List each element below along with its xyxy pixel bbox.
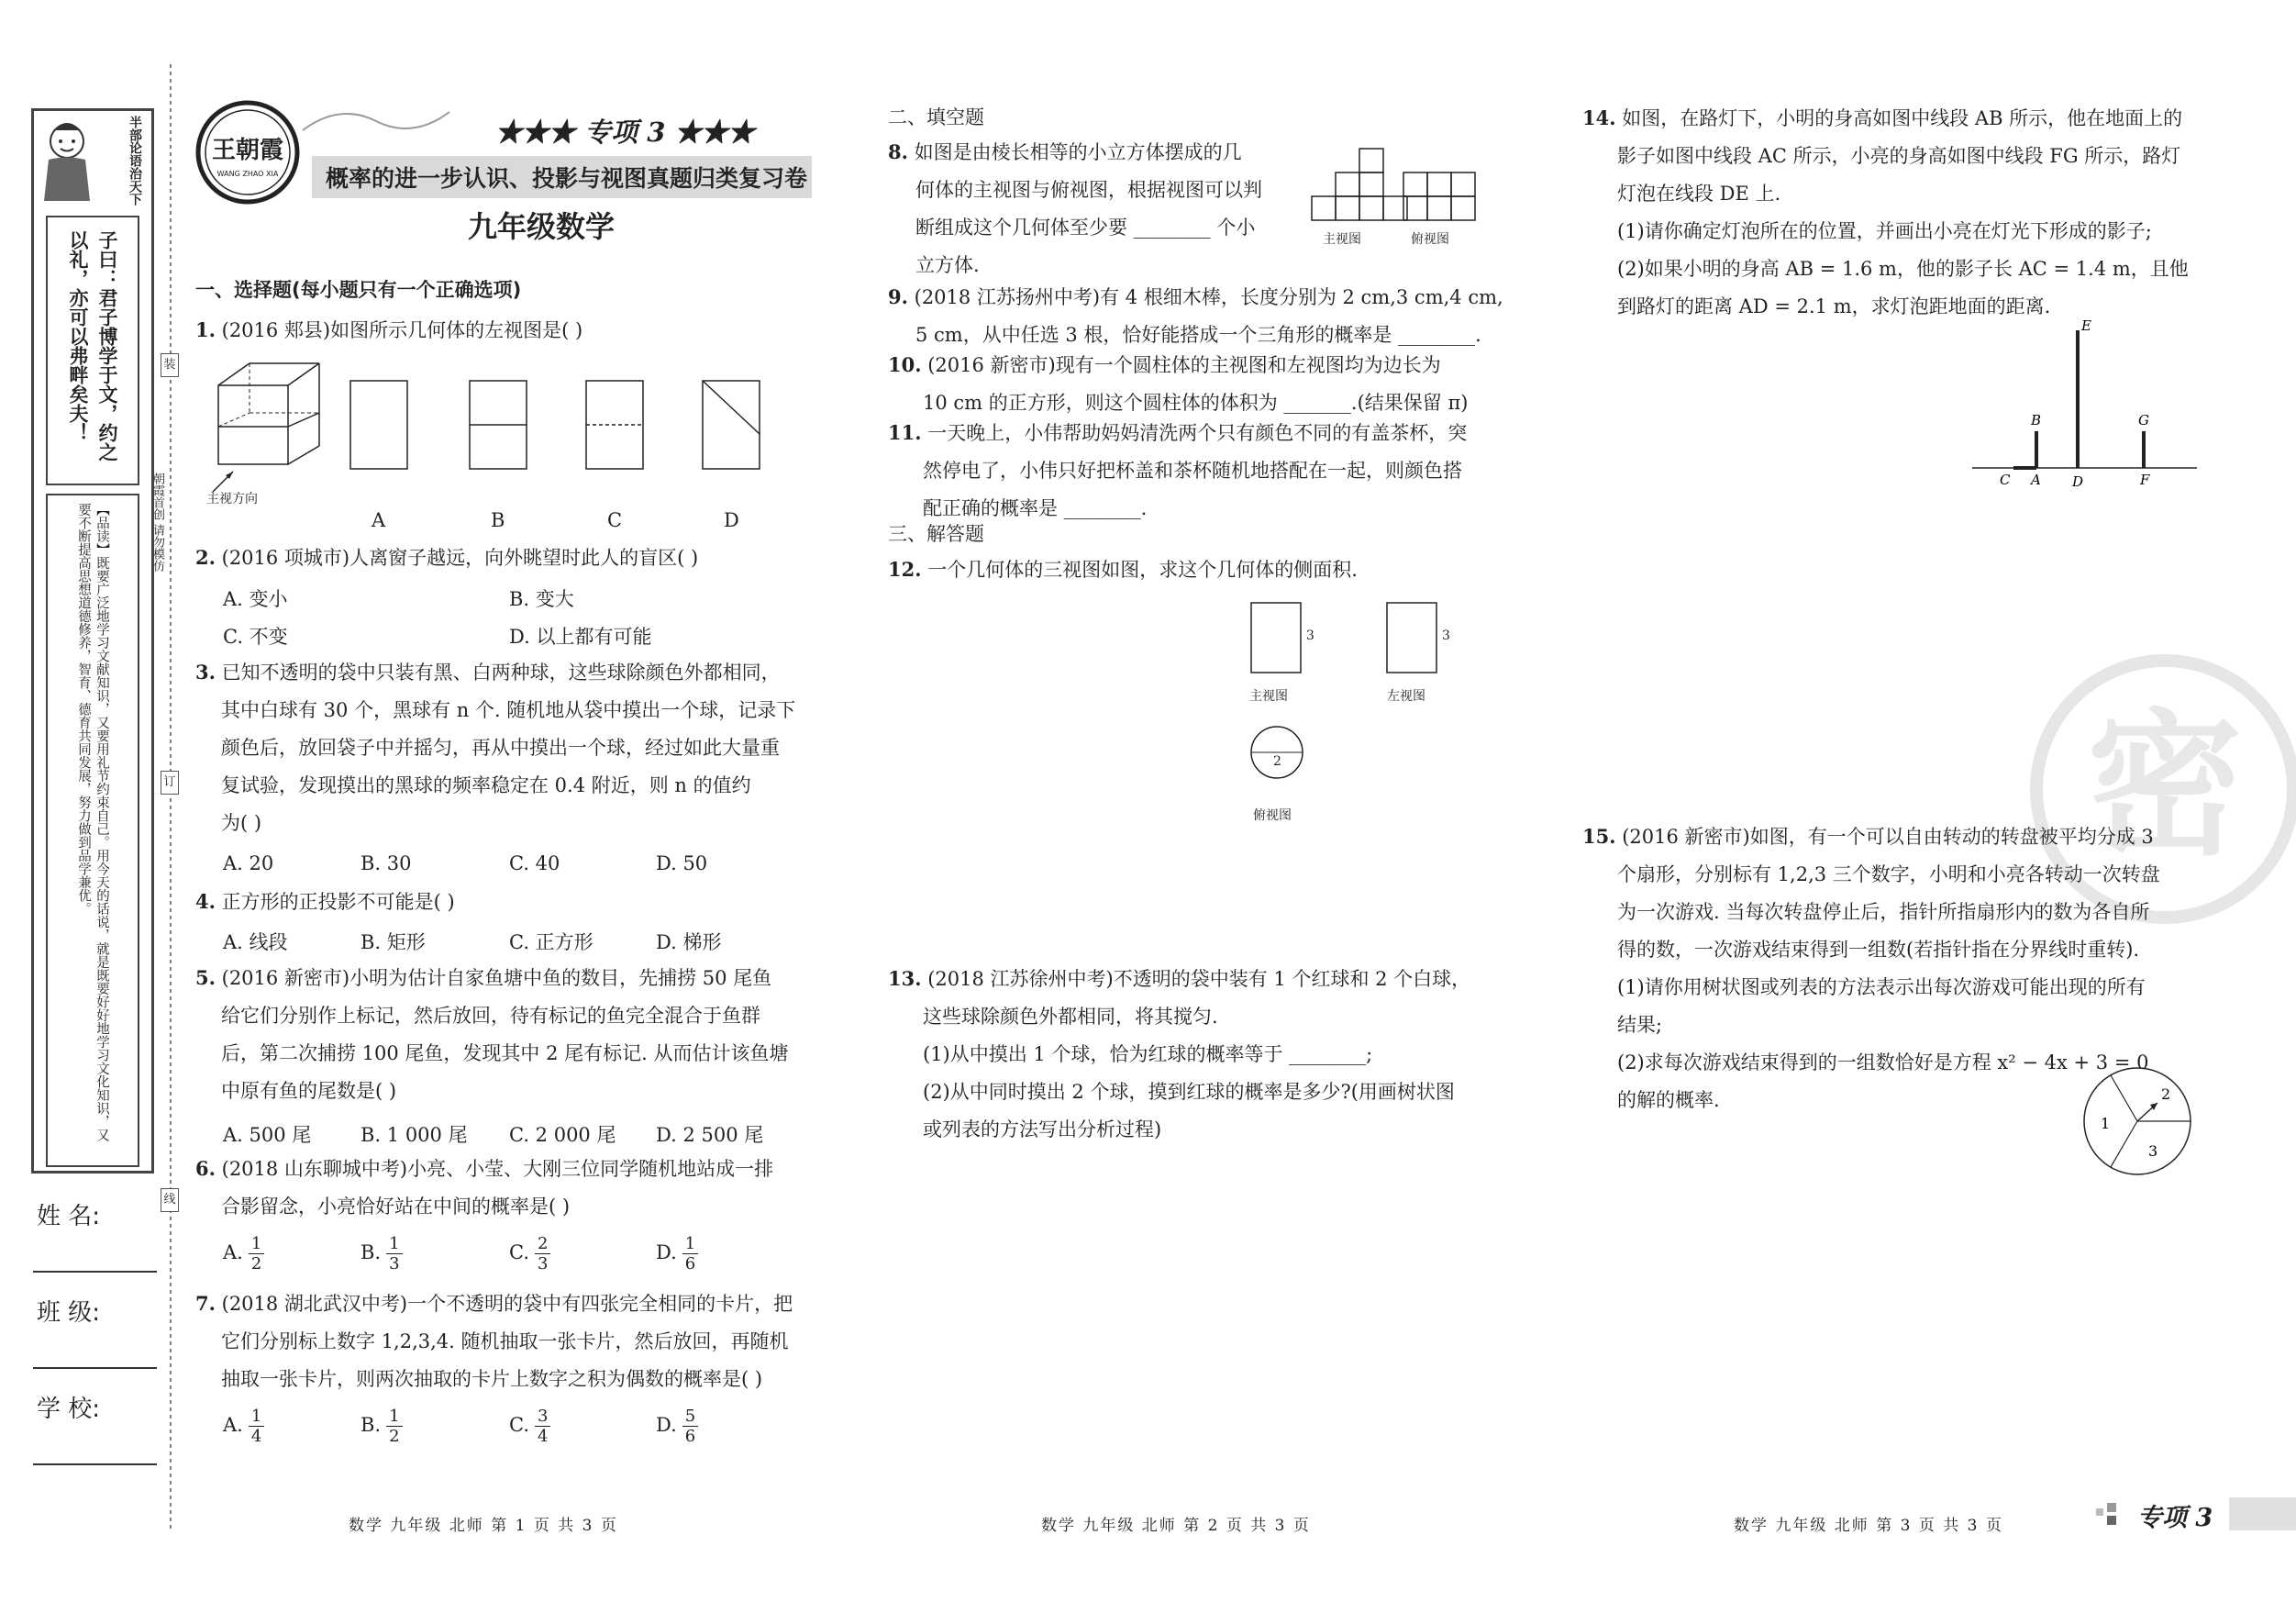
svg-text:C: C (2000, 472, 2011, 488)
cut-mark-3: 线 (161, 1188, 179, 1212)
q15: 15. (2016 新密市)如图，有一个可以自由转动的转盘被平均分成 3 个扇形，分别标有 1,2,3 三个数字，小明和小亮各转动一次转盘 为一次游戏. 当每次转盘停止后，指针所指扇形内的数为各自所 得的数，一次游戏结束得到一组数(若指针指在分界线时重转). (1)请你用树状图或列表的方法表示出每次游戏可能出现的所有 结果; (2)求每次游戏结束得到的一组数恰好是方程 x² − 4x + 3 = 0 的解的概率. (1582, 825, 2160, 1111)
q6-options (223, 1234, 773, 1289)
q8: 8. 如图是由棱长相等的小立方体摆成的几 何体的主视图与俯视图，根据视图可以判 断组成这个几何体至少要 ________ 个小 立方体. (888, 140, 1262, 276)
q8-caption-front: 主视图 (1323, 232, 1361, 247)
footer-tag: 专项 3 (2137, 1504, 2213, 1532)
q6: 6. (2018 山东聊城中考)小亮、小莹、大刚三位同学随机地站成一排 合影留念，小亮恰好站在中间的概率是( ) (195, 1157, 774, 1218)
q4: 4. 正方形的正投影不可能是( ) (195, 890, 455, 913)
q9: 9. (2018 江苏扬州中考)有 4 根细木棒，长度分别为 2 cm,3 cm,4 cm, 5 cm，从中任选 3 根，恰好能搭成一个三角形的概率是 ________. (888, 285, 1503, 346)
q12-caption-front: 主视图 (1249, 689, 1288, 704)
cut-mark-1: 装 (161, 353, 179, 377)
q1-label-b[interactable]: B (491, 509, 505, 531)
q4-option-a[interactable]: A. 线段 (223, 931, 288, 953)
q1-option-d-figure (701, 379, 765, 471)
q5-option-c[interactable]: C. 2 000 尾 (509, 1124, 616, 1146)
q2-option-d[interactable]: D. 以上都有可能 (509, 626, 652, 648)
svg-text:F: F (2140, 472, 2150, 488)
q7-option-a[interactable]: A. $\frac{1}{4}$ (223, 1407, 264, 1446)
q1-option-a-figure (349, 379, 413, 471)
q6-option-c[interactable]: C. $\frac{2}{3}$ (509, 1234, 550, 1274)
sidebar-header-chars: 半部论语治天下 (128, 116, 142, 206)
q1: 1. (2016 郏县)如图所示几何体的左视图是( ) (195, 318, 583, 341)
q8-caption-top: 俯视图 (1411, 232, 1449, 247)
q1-label-c[interactable]: C (607, 509, 623, 531)
svg-text:3: 3 (2148, 1142, 2158, 1160)
copyright-note: 朝霞首创 请勿模仿 (150, 473, 164, 573)
footer-page2: 数学 九年级 北师 第 2 页 共 3 页 (1041, 1517, 1311, 1535)
svg-text:B: B (2031, 412, 2042, 428)
sidebar-pindu-box (46, 494, 139, 1167)
q4-option-b[interactable]: B. 矩形 (360, 931, 426, 953)
q7-options (223, 1407, 773, 1462)
q12-caption-top: 俯视图 (1253, 808, 1292, 823)
q5: 5. (2016 新密市)小明为估计自家鱼塘中鱼的数目，先捕捞 50 尾鱼 给它们分别作上标记，然后放回，待有标记的鱼完全混合于鱼群 后，第二次捕捞 100 尾鱼，发现其中 2 尾有标记. 从而估计该鱼塘 中原有鱼的尾数是( ) (195, 966, 789, 1102)
svg-text:2: 2 (2161, 1085, 2171, 1103)
q11: 11. 一天晚上，小伟帮助妈妈清洗两个只有颜色不同的有盖茶杯，突 然停电了，小伟只好把杯盖和茶杯随机地搭配在一起，则颜色搭 配正确的概率是 ________. (888, 421, 1468, 519)
svg-text:王朝霞: 王朝霞 (211, 137, 284, 164)
svg-text:密: 密 (2086, 695, 2244, 877)
q8-front-view (1310, 147, 1411, 229)
q15-spinner-figure (2080, 1064, 2200, 1184)
footer-tag-decor (2096, 1503, 2133, 1530)
q2: 2. (2016 项城市)人离窗子越远，向外眺望时此人的盲区( ) (195, 546, 699, 569)
footer-tag-bar (2229, 1497, 2296, 1530)
sidebar-quote: 子曰：君子博学于文，约之以礼，亦可以弗畔矣夫！ (67, 230, 118, 462)
svg-text:WANG ZHAO XIA: WANG ZHAO XIA (216, 170, 279, 178)
q14-streetlight-figure (1972, 317, 2211, 490)
svg-text:D: D (2072, 473, 2084, 490)
q7: 7. (2018 湖北武汉中考)一个不透明的袋中有四张完全相同的卡片，把 它们分别标上数字 1,2,3,4. 随机抽取一张卡片，然后放回，再随机 抽取一张卡片，则两次抽取的卡片上数字之积为偶数的概率是( ) (195, 1292, 793, 1390)
q12-top-view (1249, 725, 1314, 789)
q7-option-b[interactable]: B. $\frac{1}{2}$ (360, 1407, 403, 1446)
section1-title: 一、选择题(每小题只有一个正确选项) (195, 279, 522, 301)
q12: 12. 一个几何体的三视图如图，求这个几何体的侧面积. (888, 558, 1358, 581)
q1-label-a[interactable]: A (372, 509, 386, 531)
cut-mark-2: 订 (161, 771, 179, 795)
svg-text:E: E (2081, 317, 2091, 334)
q7-option-c[interactable]: C. $\frac{3}{4}$ (509, 1407, 550, 1446)
ribbon-decor-icon (303, 103, 449, 139)
q3-option-c[interactable]: C. 40 (509, 852, 560, 874)
svg-text:1: 1 (2101, 1115, 2111, 1132)
section3-title: 三、解答题 (888, 523, 984, 545)
q7-option-d[interactable]: D. $\frac{5}{6}$ (656, 1407, 698, 1446)
q3: 3. 已知不透明的袋中只装有黑、白两种球，这些球除颜色外都相同， 其中白球有 30 个，黑球有 n 个. 随机地从袋中摸出一个球，记录下 颜色后，放回袋子中并摇匀，再从中摸出一个球，经过如此大量重 复试验，发现摸出的黑球的频率稳定在 0.4 附近，则 n 的值约 为( ) (195, 661, 796, 834)
subtitle: 概率的进一步认识、投影与视图真题归类复习卷 (326, 165, 808, 192)
q3-option-a[interactable]: A. 20 (223, 852, 274, 874)
name-field[interactable] (33, 1271, 157, 1273)
sidebar-header (33, 110, 147, 211)
q6-option-a[interactable]: A. $\frac{1}{2}$ (223, 1234, 264, 1274)
q14: 14. 如图，在路灯下，小明的身高如图中线段 AB 所示，他在地面上的 影子如图中线段 AC 所示，小亮的身高如图中线段 FG 所示，路灯 灯泡在线段 DE 上. (1)请你确定灯泡所在的位置，并画出小亮在灯光下形成的影子; (2)如果小明的身高 AB = 1.6 m，他的影子长 AC = 1.4 m，且他 到路灯的距离 AD = 2.1 m，求灯泡距地面的距离. (1582, 106, 2189, 317)
sidebar-pindu: 【品读】既要广泛地学习文献知识，又要用礼节约束自己。用今天的话说，就是既要好好地学习文化知识，又要不断提高思想道德修养，智育、德育共同发展，努力做到品学兼优。 (76, 503, 109, 1141)
class-field[interactable] (33, 1367, 157, 1369)
q4-option-c[interactable]: C. 正方形 (509, 931, 593, 953)
cut-line (169, 64, 172, 1624)
q2-option-b[interactable]: B. 变大 (509, 588, 574, 610)
q3-option-d[interactable]: D. 50 (656, 852, 708, 874)
footer-page3: 数学 九年级 北师 第 3 页 共 3 页 (1734, 1517, 2003, 1535)
q6-option-d[interactable]: D. $\frac{1}{6}$ (656, 1234, 698, 1274)
q1-label-d[interactable]: D (724, 509, 739, 531)
page-title: 九年级数学 (468, 209, 616, 244)
q12-dim-left: 3 (1442, 628, 1450, 643)
q12-dim-front: 3 (1306, 628, 1314, 643)
school-label: 学 校: (37, 1396, 101, 1423)
q1-option-b-figure (468, 379, 532, 471)
q12-dim-top: 2 (1273, 754, 1281, 769)
q5-option-d[interactable]: D. 2 500 尾 (656, 1124, 764, 1146)
special-label: ★★★ 专项 3 ★★★ (495, 117, 755, 148)
q12-caption-left: 左视图 (1387, 689, 1425, 704)
class-label: 班 级: (37, 1299, 101, 1327)
section2-title: 二、填空题 (888, 106, 984, 128)
svg-text:A: A (2031, 472, 2041, 488)
svg-text:G: G (2138, 412, 2149, 428)
q4-option-d[interactable]: D. 梯形 (656, 931, 722, 953)
q1-solid-figure (209, 358, 328, 495)
q6-option-b[interactable]: B. $\frac{1}{3}$ (360, 1234, 403, 1274)
q10: 10. (2016 新密市)现有一个圆柱体的主视图和左视图均为边长为 10 cm 的正方形，则这个圆柱体的体积为 _______.(结果保留 π) (888, 353, 1469, 414)
q3-option-b[interactable]: B. 30 (360, 852, 412, 874)
name-label: 姓 名: (37, 1203, 101, 1230)
logo-icon (194, 99, 305, 209)
q1-caption: 主视方向 (206, 492, 258, 506)
footer-page1: 数学 九年级 北师 第 1 页 共 3 页 (349, 1517, 618, 1535)
q5-option-a[interactable]: A. 500 尾 (223, 1124, 312, 1146)
q2-option-c[interactable]: C. 不变 (223, 626, 288, 648)
sidebar-quote-box (46, 216, 139, 485)
school-field[interactable] (33, 1463, 157, 1465)
q5-option-b[interactable]: B. 1 000 尾 (360, 1124, 468, 1146)
q2-option-a[interactable]: A. 变小 (223, 588, 288, 610)
q1-option-c-figure (584, 379, 649, 471)
confucius-cartoon-icon (35, 114, 99, 206)
q13: 13. (2018 江苏徐州中考)不透明的袋中装有 1 个红球和 2 个白球， 这些球除颜色外都相同，将其搅匀. (1)从中摸出 1 个球，恰为红球的概率等于 ________; (2)从中同时摸出 2 个球，摸到红球的概率是多少?(用画树状图 或列表的方法写出分析过程) (888, 967, 1471, 1140)
